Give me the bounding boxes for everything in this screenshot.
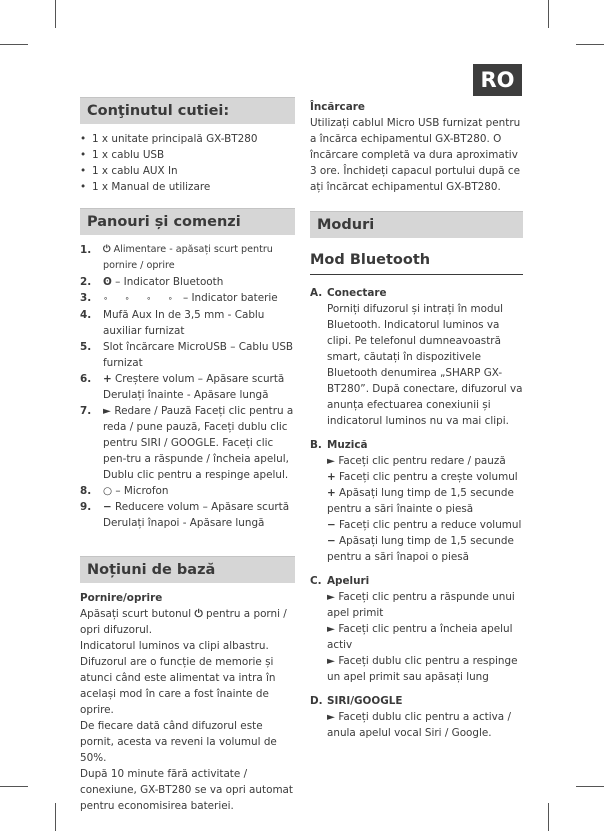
basics-subtitle: Pornire/oprire [80, 592, 163, 604]
battery-indicator-icon: ∘ ∘ ∘ ∘ [103, 294, 180, 303]
list-item: 2. ʘ – Indicator Bluetooth [80, 276, 224, 288]
left-column [80, 97, 295, 814]
charging-text: Utilizați cablul Micro USB furnizat pentru a încărca echipamentul GX-BT280. O încărcare completă va dura aproximativ 3 ore. Închideți capacul portului după ce ați încărcat echipamentul GX-BT280. [310, 117, 521, 193]
box-contents-list [80, 131, 295, 195]
power-icon: ⏻ [194, 608, 203, 620]
bluetooth-indicator-icon: ʘ [103, 276, 112, 288]
language-badge: RO [473, 64, 522, 96]
play-icon: ► [103, 405, 111, 417]
plus-icon: + [327, 487, 336, 499]
music-lines: ► Faceți clic pentru redare / pauză + Faceți clic pentru a crește volumul + Apăsați lung timp de 1,5 secunde pentru a sări înainte o piesă − Faceți clic pentru a reduce volumul − Apăsați lung timp de 1,5 secunde pentru a sări înapoi o piesă [327, 455, 522, 563]
crop-mark [548, 0, 549, 28]
paragraph: Indicatorul luminos va clipi albastru. [80, 640, 269, 652]
mode-section-music: B. Muzică [310, 439, 368, 451]
charging-title: Încărcare [310, 101, 365, 113]
play-icon: ► [327, 591, 335, 603]
modes-heading: Moduri [310, 211, 523, 238]
mode-section-connect: A. Conectare Porniți difuzorul și intrați în modul Bluetooth. Indicatorul luminos va clipi. Pe telefonul dumneavoastră smart, căutați în dispozitivele Bluetooth denumirea „SHARP GX-BT280”. După conectare, difuzorul va anunța efectuarea conexiunii și indicatorul luminos nu va mai clipi. [310, 287, 523, 427]
list-item: • 1 x unitate principală GX-BT280 [80, 131, 295, 147]
mode-section-siri: D. SIRI/GOOGLE ► Faceți dublu clic pentru a activa / anula apelul vocal Siri / Google. [310, 695, 511, 739]
box-contents-heading: Conţinutul cutiei: [80, 97, 295, 124]
plus-icon: + [327, 471, 336, 483]
paragraph: De fiecare dată când difuzorul este pornit, acesta va reveni la volumul de 50%. [80, 720, 277, 764]
play-icon: ► [327, 623, 335, 635]
plus-icon: + [103, 373, 112, 385]
crop-mark [55, 0, 56, 28]
paragraph: După 10 minute fără activitate / conexiune, GX-BT280 se va opri automat pentru economisirea bateriei. [80, 768, 294, 812]
minus-icon: − [327, 519, 336, 531]
crop-mark [55, 803, 56, 831]
microphone-icon: ○ [103, 485, 113, 497]
right-column [310, 99, 523, 741]
list-item: 9. − Reducere volum – Apăsare scurtă Derulați înapoi - Apăsare lungă [80, 501, 290, 529]
play-icon: ► [327, 455, 335, 467]
crop-mark [0, 44, 28, 45]
list-item: 8. ○ – Microfon [80, 485, 169, 497]
crop-mark [548, 803, 549, 831]
list-item: 3. ∘ ∘ ∘ ∘ – Indicator baterie [80, 292, 278, 304]
list-item: • 1 x cablu USB [80, 147, 295, 163]
basics-body [80, 590, 295, 814]
power-icon: ⏻ [103, 244, 111, 255]
list-item: 1. ⏻ Alimentare - apăsați scurt pentru pornire / oprire [80, 244, 273, 271]
minus-icon: − [103, 501, 112, 513]
minus-icon: − [327, 535, 336, 547]
play-icon: ► [327, 711, 335, 723]
paragraph: Difuzorul are o funcție de memorie și atunci când este alimentat va intra în același mod în care a fost înainte de oprire. [80, 656, 276, 716]
list-item: 6. + Creștere volum – Apăsare scurtă Derulați înainte - Apăsare lungă [80, 373, 285, 401]
list-item: 5. Slot încărcare MicroUSB – Cablu USB furnizat [80, 341, 294, 369]
basics-heading: Noțiuni de bază [80, 556, 295, 583]
crop-mark [576, 786, 604, 787]
panels-heading: Panouri și comenzi [80, 208, 295, 235]
mode-section-calls: C. Apeluri ► Faceți clic pentru a răspunde unui apel primit ► Faceți clic pentru a încheia apelul activ ► Faceți dublu clic pentru a respinge un apel primit sau apăsați lung [310, 575, 518, 683]
play-icon: ► [327, 655, 335, 667]
list-item: 7. ► Redare / Pauză Faceți clic pentru a reda / pune pauză, Faceți dublu clic pentru SIRI / GOOGLE. Faceți clic pen-tru a răspunde / încheia apelul, Dublu clic pentru a respinge apelul. [80, 405, 294, 481]
panels-list [80, 242, 295, 531]
paragraph: Apăsați scurt butonul ⏻ pentru a porni / opri difuzorul. [80, 608, 287, 636]
list-item: • 1 x cablu AUX In [80, 163, 295, 179]
crop-mark [0, 786, 28, 787]
crop-mark [576, 44, 604, 45]
bluetooth-mode-title: Mod Bluetooth [310, 252, 523, 275]
list-item: 4. Mufă Aux In de 3,5 mm - Cablu auxiliar furnizat [80, 309, 265, 337]
list-item: • 1 x Manual de utilizare [80, 179, 295, 195]
